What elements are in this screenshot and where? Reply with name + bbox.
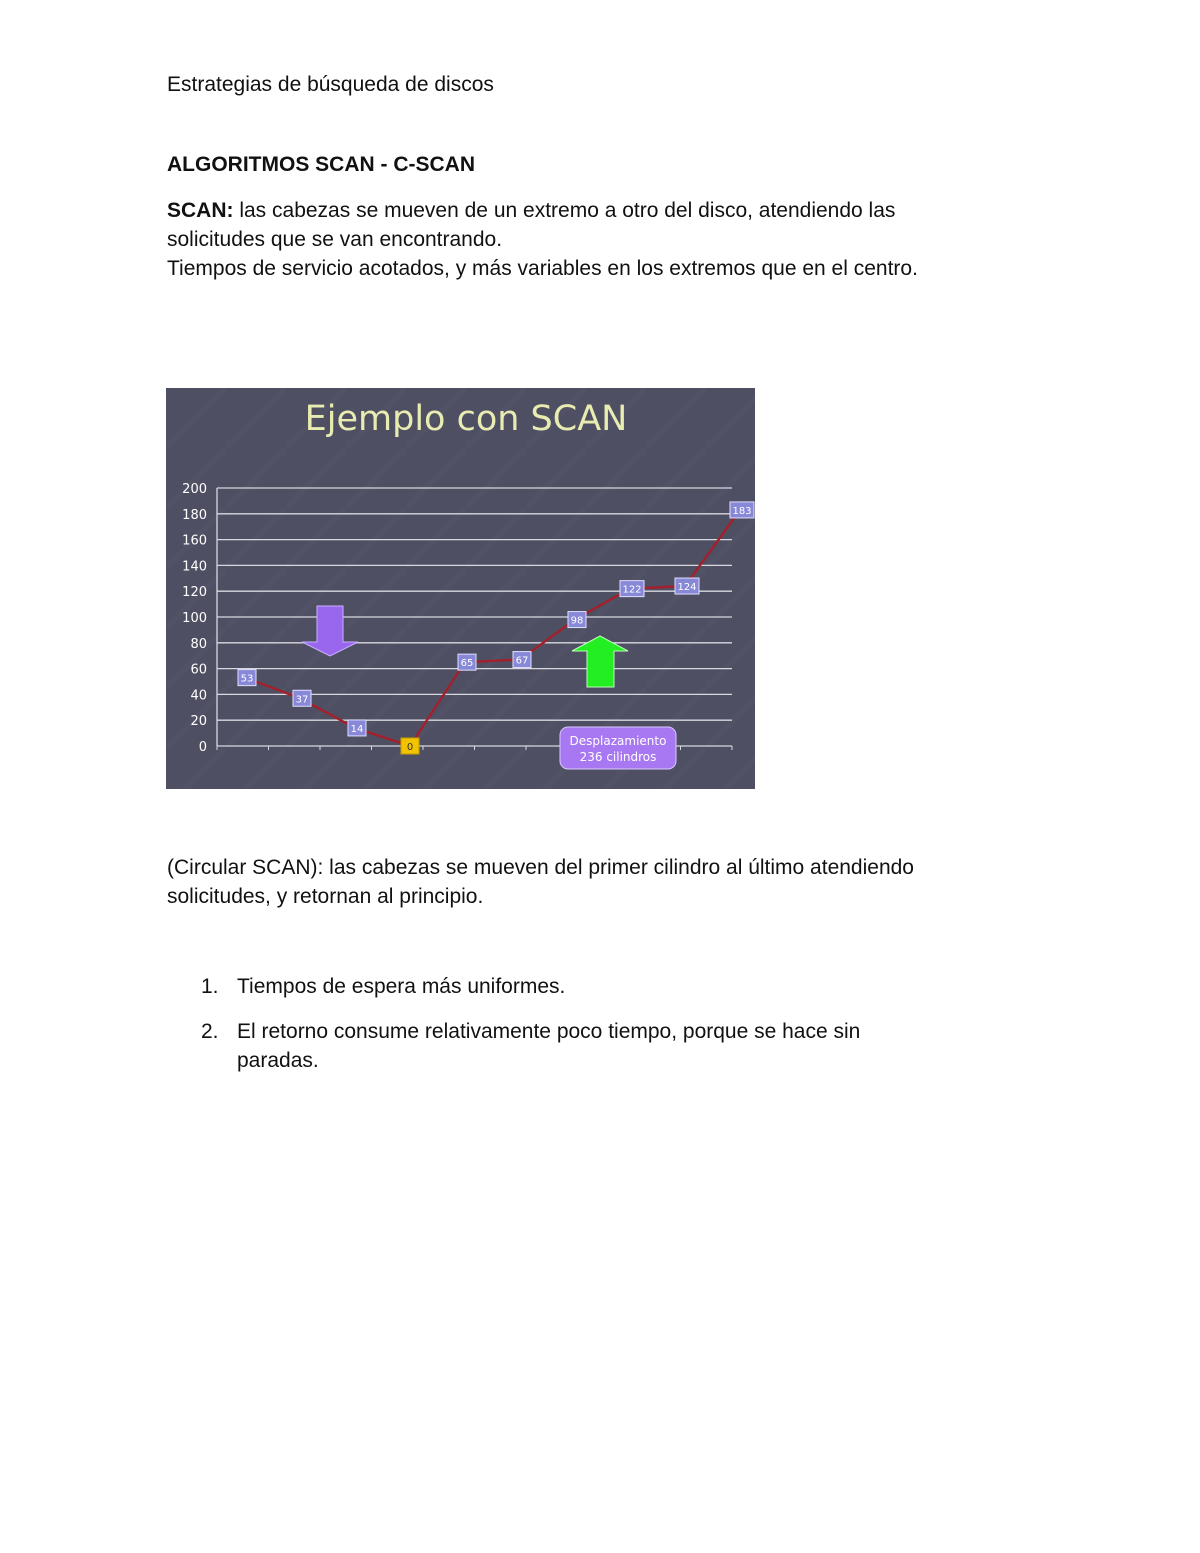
y-tick-label: 120: [182, 585, 207, 601]
data-label: 14: [350, 723, 364, 735]
advantages-list: [195, 972, 860, 1075]
list-item: [195, 1017, 860, 1075]
chart-annotation: [560, 727, 676, 769]
data-label: 53: [240, 673, 254, 685]
y-tick-label: 140: [182, 559, 207, 575]
list-item-text: El retorno consume relativamente poco tiempo, porque se hace sin: [237, 1020, 861, 1043]
list-item-text-continuation: paradas.: [237, 1049, 319, 1072]
y-tick-label: 80: [190, 636, 207, 652]
cscan-paragraph-line-2: solicitudes, y retornan al principio.: [167, 885, 484, 908]
list-item-number: 2.: [201, 1020, 219, 1043]
scan-paragraph-line-1: [167, 196, 895, 225]
chart-svg: [166, 388, 755, 789]
list-item: [195, 972, 860, 1001]
data-label: 98: [570, 615, 584, 627]
cscan-paragraph-line-1: (Circular SCAN): las cabezas se mueven del primer cilindro al último atendiendo: [167, 856, 914, 879]
data-label: 183: [732, 505, 752, 517]
y-tick-label: 100: [182, 611, 207, 626]
y-tick-label: 200: [182, 482, 207, 497]
y-tick-label: 180: [182, 507, 207, 523]
data-label: 124: [677, 582, 697, 594]
y-tick-label: 0: [198, 740, 207, 755]
y-tick-label: 160: [182, 533, 207, 549]
annotation-line-2: 236 cilindros: [579, 750, 657, 764]
y-tick-label: 60: [190, 662, 207, 678]
list-item-number: 1.: [201, 975, 219, 998]
scan-example-chart: [166, 388, 755, 789]
data-label: 65: [460, 658, 474, 670]
data-label: 0: [406, 742, 414, 753]
page-header: Estrategias de búsqueda de discos: [167, 73, 494, 96]
annotation-line-1: Desplazamiento: [569, 734, 667, 748]
section-title: ALGORITMOS SCAN - C-SCAN: [167, 153, 475, 176]
data-label: 122: [622, 584, 642, 596]
scan-term: SCAN:: [167, 199, 234, 222]
y-tick-label: 40: [190, 688, 207, 704]
scan-paragraph-line-3: Tiempos de servicio acotados, y más variables en los extremos que en el centro.: [167, 257, 918, 280]
data-label: 67: [515, 655, 529, 667]
chart-title: Ejemplo con SCAN: [304, 399, 628, 439]
scan-paragraph-line-2: solicitudes que se van encontrando.: [167, 228, 503, 251]
list-item-text: Tiempos de espera más uniformes.: [237, 975, 566, 998]
scan-desc-1: las cabezas se mueven de un extremo a otro del disco, atendiendo las: [233, 199, 896, 222]
y-tick-label: 20: [190, 714, 207, 730]
data-label: 37: [295, 694, 309, 706]
